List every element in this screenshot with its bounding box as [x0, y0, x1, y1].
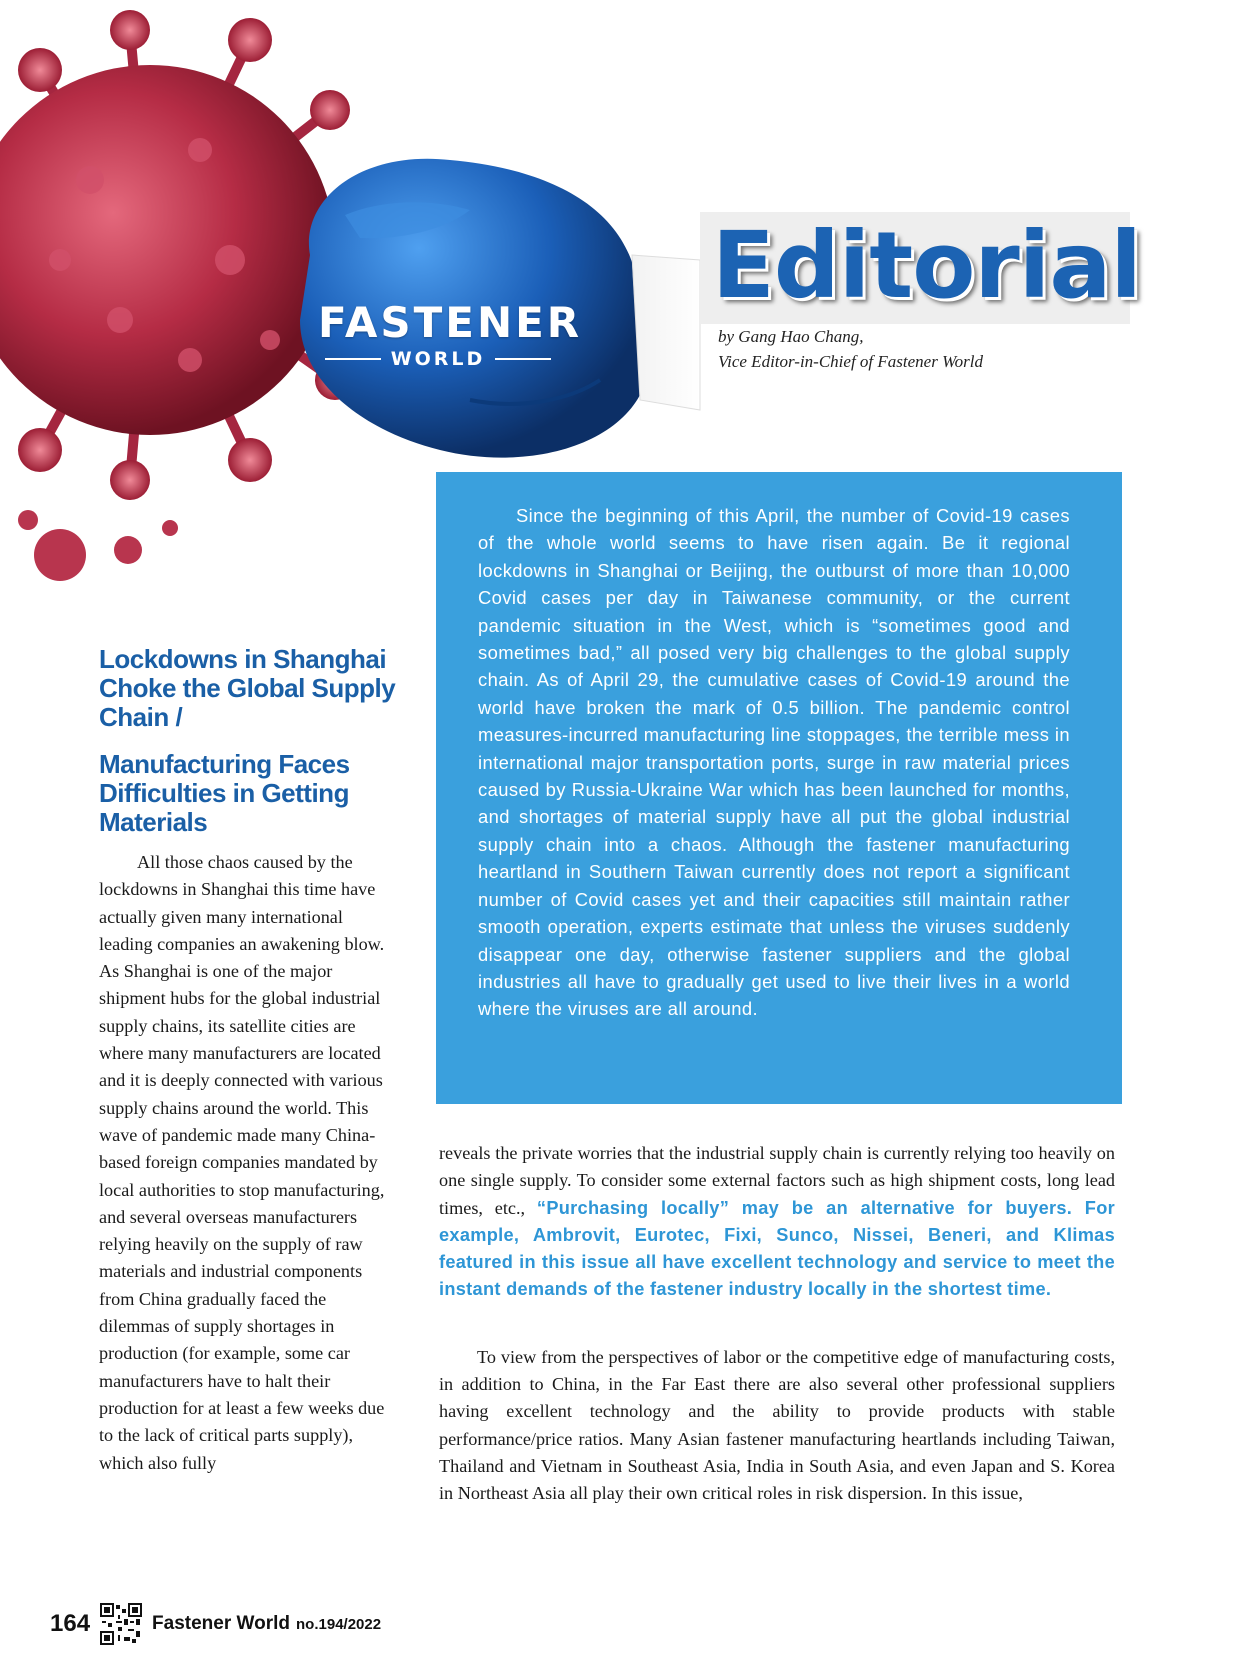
right-paragraph-1 [439, 1140, 1115, 1304]
right-column [439, 1140, 1115, 1508]
left-column [99, 645, 399, 1477]
page-title: Editorial [712, 212, 1141, 319]
page-number: 164 [50, 1610, 91, 1637]
right-paragraph-1-text: reveals the private worries that the industrial supply chain is currently relying too heavily on one single supply. To consider some external factors such as high shipment costs, long lead times, etc., [439, 1143, 1115, 1218]
logo-main-text: FASTENER [318, 298, 583, 347]
intro-box [436, 472, 1122, 1104]
intro-text: Since the beginning of this April, the number of Covid-19 cases of the whole world seems to have risen again. Be it regional lockdowns in Shanghai or Beijing, the outburst of more than 10,000 Covid cases per day in Taiwanese community, or the current pandemic situation in the West, which is “sometimes good and sometimes bad,” all posed very big challenges to the global supply chain. As of April 29, the cumulative cases of Covid-19 around the world have broken the mark of 0.5 billion. The pandemic control measures-incurred manufacturing line stoppages, the terrible mess in international major transportation ports, surge in raw material prices caused by Russia-Ukraine War which has been launched for months, and shortages of material supply have all put the global industrial supply chain into a chaos. Although the fastener manufacturing heartland in Southern Taiwan currently does not report a significant number of Covid cases yet and their capacities still maintain rather smooth operation, experts estimate that unless the viruses suddenly disappear one day, otherwise fastener suppliers and the global industries all have to gradually get used to live their lives in a world where the viruses are all around. [478, 505, 1070, 1020]
highlight-text: “Purchasing locally” may be an alternative for buyers. For example, Ambrovit, Eurotec, Fixi, Sunco, Nissei, Beneri, and Klimas featured in this issue all have excellent technology and service to meet the instant demands of the fastener industry locally in the shortest time. [439, 1197, 1115, 1300]
issue-number: no.194/2022 [296, 1615, 382, 1633]
byline-role: Vice Editor-in-Chief of Fastener World [718, 352, 984, 371]
logo-rule-left [325, 358, 381, 360]
byline-author: by Gang Hao Chang, [718, 327, 864, 346]
right-paragraph-2: To view from the perspectives of labor or the competitive edge of manufacturing costs, in addition to China, in the Far East there are also several other professional suppliers having excellent technology and the ability to provide products with stable performance/price ratios. Many Asian fastener manufacturing heartlands including Taiwan, Thailand and Vietnam in Southeast Asia, India in South Asia, and even Japan and S. Korea in Northeast Asia all play their own critical roles in risk dispersion. In this issue, [439, 1346, 1115, 1504]
magazine-name: Fastener World [152, 1613, 291, 1634]
section-heading-2: Manufacturing Faces Difficulties in Getting Materials [99, 749, 350, 837]
fastener-world-logo [318, 298, 583, 370]
virus-large-icon [0, 10, 355, 500]
left-body-text: All those chaos caused by the lockdowns in Shanghai this time have actually given many international leading companies an awakening blow. As Shanghai is one of the major shipment hubs for the global industrial supply chains, its satellite cities are where many manufacturers are located and it is deeply connected with various supply chains around the world. This wave of pandemic made many China-based foreign companies mandated by local authorities to stop manufacturing, and several overseas manufacturers relying heavily on the supply of raw materials and industrial components from China gradually faced the dilemmas of supply shortages in production (for example, some car manufacturers have to halt their production for at least a few weeks due to the lack of critical parts supply), which also fully [99, 852, 385, 1473]
virus-small-icon [18, 510, 178, 581]
byline [718, 324, 983, 374]
qr-code-icon [100, 1603, 142, 1645]
page-footer [50, 1603, 381, 1645]
section-heading-1: Lockdowns in Shanghai Choke the Global Supply Chain / [99, 644, 396, 732]
logo-sub-text: WORLD [390, 348, 486, 370]
logo-sub-row [318, 348, 558, 370]
logo-rule-right [495, 358, 551, 360]
